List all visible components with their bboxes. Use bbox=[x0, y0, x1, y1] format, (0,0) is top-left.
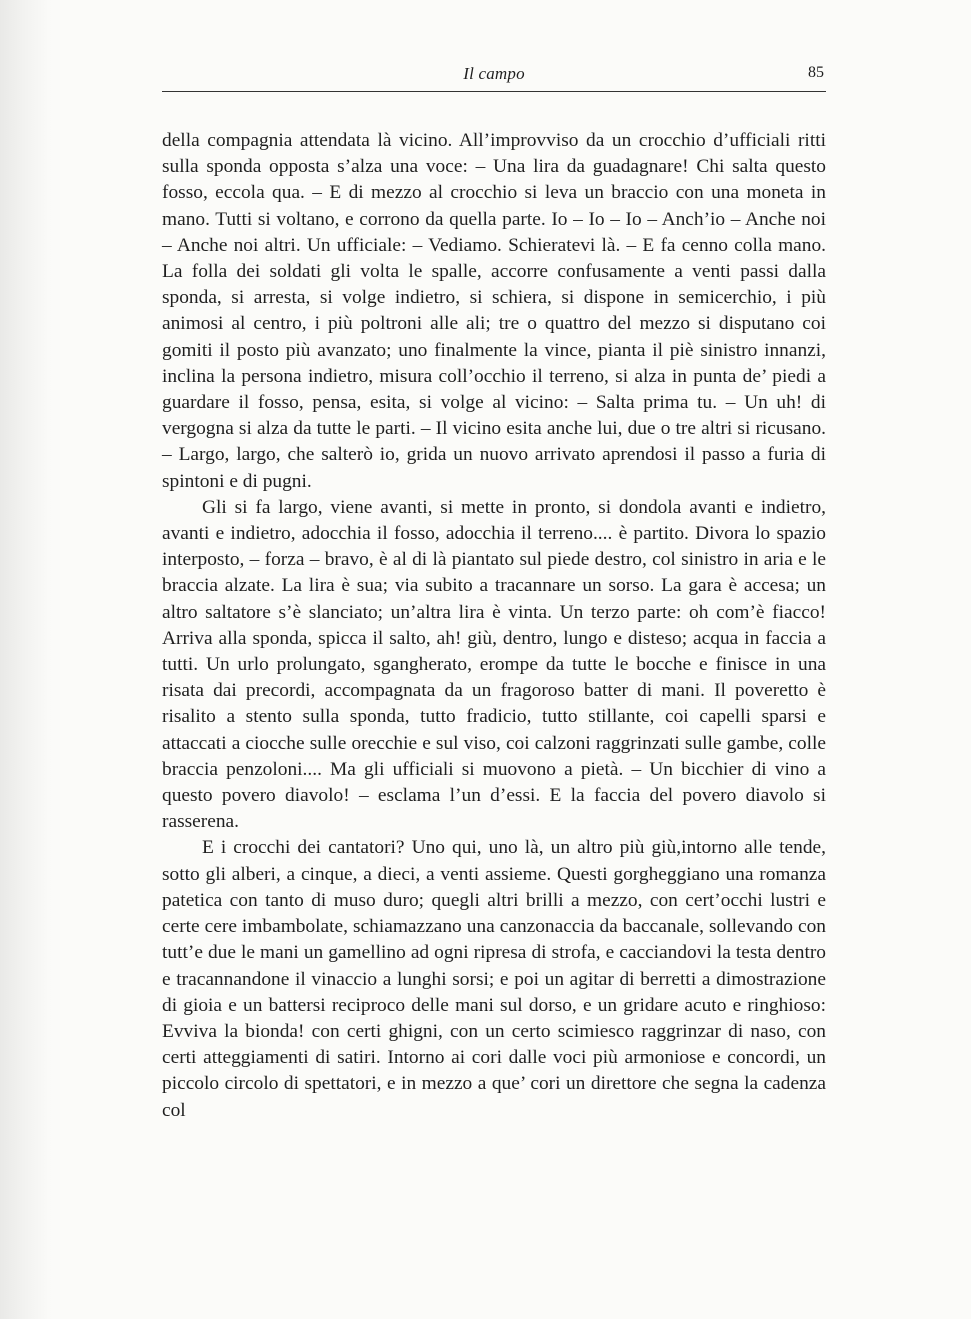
binding-gutter-shadow bbox=[0, 0, 52, 1319]
paragraph-2: Gli si fa largo, viene avanti, si mette in pronto, si dondola avanti e indietro, avanti e indietro, adocchia il fosso, adocchia il terreno.... è partito. Divora lo spazio interposto, – forza – bravo, è al di là piantato sul piede destro, col sinistro in aria e le braccia alzate. La lira è sua; via subito a tracannare un sorso. La gara è accesa; un altro saltatore s’è slanciato; un’altra lira è vinta. Un terzo parte: oh com’è fiacco! Arriva alla sponda, spicca il salto, ah! giù, dentro, lungo e disteso; acqua in faccia a tutti. Un urlo prolungato, sgangherato, erompe da tutte le bocche e finisce in una risata dai precordi, accompagnata da un fragoroso batter di mani. Il poveretto è risalito a stento sulla sponda, tutto fradicio, tutto stillante, coi capelli sparsi e attaccati a ciocche sulle orecchie e sul viso, coi calzoni raggrinzati sulle gambe, colle braccia penzoloni.... Ma gli ufficiali si muovono a pietà. – Un bicchier di vino a questo povero diavolo! – esclama l’un d’essi. E la faccia del povero diavolo si rasserena. bbox=[162, 496, 826, 833]
running-title: Il campo bbox=[463, 64, 525, 83]
paragraph-1: della compagnia attendata là vicino. All’improvviso da un crocchio d’ufficiali ritti sulla sponda opposta s’alza una voce: – Una lira da guadagnare! Chi salta questo fosso, eccola qua. – E di mezzo al crocchio si leva un braccio con una moneta in mano. Tutti si voltano, e corrono da quella parte. Io – Io – Io – Anch’io – Anche noi – Anche noi altri. Un ufficiale: – Vediamo. Schieratevi là. – E fa cenno colla mano. La folla dei soldati gli volta le spalle, accorre confusamente a venti passi dalla sponda, si arresta, si volge indietro, si schiera, si dispone in semicerchio, i più animosi al centro, i più poltroni alle ali; tre o quattro del mezzo si disputano coi gomiti il posto più avanzato; uno finalmente la vince, pianta il piè sinistro innanzi, inclina la persona indietro, misura coll’occhio il terreno, si alza in punta de’ piedi a guardare il fosso, pensa, esita, si volge al vicino: – Salta prima tu. – Un uh! di vergogna si alza da tutte le parti. – Il vicino esita anche lui, due o tre altri si ricusano. – Largo, largo, che salterò io, grida un nuovo arrivato aprendosi il passo a furia di spintoni e di pugni. bbox=[162, 130, 826, 492]
page-number: 85 bbox=[808, 64, 824, 81]
paragraph-3: E i crocchi dei cantatori? Uno qui, uno là, un altro più giù,intorno alle tende, sotto gli alberi, a cinque, a dieci, a venti assieme. Questi gorgheggiano una romanza patetica con tanto di muso duro; quegli altri brilli a mezzo, con cert’occhi lustri e certe cere imbambolate, schiamazzano una canzonaccia da baccanale, sollevando con tutt’e due le mani un gamellino ad ogni ripresa di strofa, e cacciandovi la testa dentro e tracannandone il vinaccio a lunghi sorsi; e poi un agitar di berretti a dimostrazione di gioia e un battersi reciproco delle mani sul dorso, e un gridare acuto e ringhioso: Evviva la bionda! con certi ghigni, con un certo scimiesco raggrinzar di naso, con certi atteggiamenti di satiri. Intorno ai cori dalle voci più armoniose e concordi, un piccolo circolo di spettatori, e in mezzo a que’ cori un direttore che segna la cadenza col bbox=[162, 837, 826, 1121]
body-text bbox=[162, 128, 826, 1124]
header-rule bbox=[162, 91, 826, 92]
running-header bbox=[162, 62, 826, 88]
